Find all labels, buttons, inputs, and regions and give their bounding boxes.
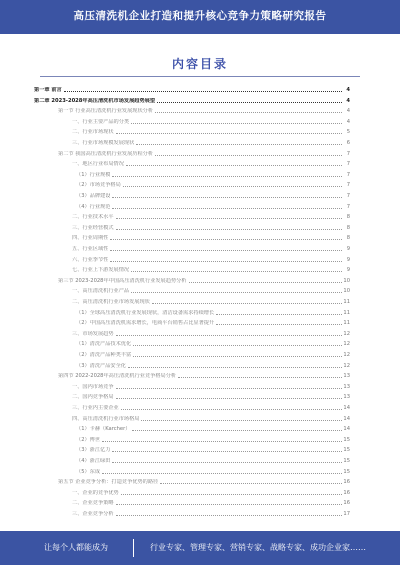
toc-entry-text: 一、高压清洗机行业产品 [72, 288, 130, 295]
toc-entry[interactable] [58, 370, 350, 380]
toc-leader-dots [141, 420, 342, 421]
toc-leader-dots [155, 112, 342, 113]
toc-entry[interactable] [76, 338, 350, 348]
toc-page-number: 15 [343, 447, 350, 454]
toc-leader-dots [131, 292, 342, 293]
toc-entry-text: 二、行业技术水平 [72, 214, 114, 221]
toc-page-number: 7 [346, 182, 350, 189]
toc-leader-dots [131, 271, 342, 272]
toc-entry-text: （2）中国高压清洗机需求增长，电商平台销售占比显著提升 [76, 320, 215, 327]
toc-leader-dots [157, 102, 342, 103]
toc-leader-dots [110, 261, 342, 262]
toc-entry[interactable] [76, 169, 350, 179]
toc-entry-text: 六、行业季节性 [72, 256, 109, 263]
toc-page-number: 14 [343, 405, 350, 411]
toc-page-number: 16 [343, 479, 350, 486]
toc-entry-text: （3）浙江亿力 [76, 447, 111, 454]
toc-leader-dots [128, 367, 342, 368]
toc-entry-text: （3）品牌建设 [76, 193, 111, 199]
toc-page-number: 7 [346, 193, 350, 199]
toc-entry[interactable] [72, 232, 350, 242]
toc-entry-text: 第五节 企业竞争分析：打造竞争优势的路径 [58, 479, 159, 486]
toc-entry-text: 一、地区行业布局情况 [72, 161, 124, 168]
toc-entry-text: 一、国内市场竞争 [72, 383, 114, 390]
toc-leader-dots [116, 515, 342, 516]
toc-entry-text: 三、行业内主要企业 [72, 405, 119, 411]
toc-page-number: 11 [343, 299, 350, 305]
toc-page-number: 12 [343, 362, 350, 369]
toc-page-number: 10 [343, 288, 350, 295]
toc-entry-text: 五、行业区域性 [72, 246, 109, 252]
toc-entry-text: 四、行业周期性 [72, 235, 109, 242]
toc-entry-text: 第三节 2023-2028年中国高压清洗机行业发展趋势分析 [58, 277, 187, 284]
toc-page-number: 8 [346, 214, 350, 221]
toc-entry[interactable] [72, 222, 350, 232]
header-banner [0, 0, 400, 34]
toc-entry[interactable] [58, 105, 350, 115]
toc-leader-dots [116, 218, 342, 219]
toc-entry-text: 七、行业上下游发展情况 [72, 267, 130, 274]
toc-entry[interactable] [76, 317, 350, 327]
toc-entry-text: （2）清洗产品种类丰富 [76, 352, 132, 358]
toc-leader-dots [133, 345, 342, 346]
toc-leader-dots [110, 250, 342, 251]
toc-entry[interactable] [72, 254, 350, 264]
toc-leader-dots [116, 133, 342, 134]
toc-entry[interactable] [34, 84, 350, 94]
toc-entry[interactable] [72, 381, 350, 391]
toc-entry-text: 二、高压清洗机行业市场发展现状 [72, 299, 150, 305]
toc-entry-text: （4）浙江绿田 [76, 458, 111, 464]
toc-page-number: 13 [343, 383, 350, 390]
toc-leader-dots [116, 229, 342, 230]
toc-leader-dots [123, 186, 342, 187]
toc-leader-dots [126, 165, 342, 166]
toc-leader-dots [112, 176, 342, 177]
toc-page-number: 16 [343, 500, 350, 507]
toc-leader-dots [216, 314, 342, 315]
toc-entry-text: （2）博世 [76, 436, 101, 443]
toc-entry-text: 三、行业市场规模发展现状 [72, 140, 135, 146]
toc-entry-text: （3）清洗产品安全化 [76, 362, 126, 369]
toc-entry[interactable] [76, 349, 350, 359]
toc-page-number: 15 [343, 436, 350, 443]
toc-entry[interactable] [72, 126, 350, 136]
toc-entry-text: 三、市场发展趋势 [72, 330, 114, 337]
toc-page-number: 12 [343, 330, 350, 337]
toc-page-number: 6 [346, 140, 350, 146]
toc-entry[interactable] [72, 508, 350, 518]
toc-entry[interactable] [72, 264, 350, 274]
toc-page-number: 4 [346, 118, 350, 125]
toc-entry[interactable] [72, 497, 350, 507]
toc-leader-dots [102, 473, 342, 474]
toc-page-number: 15 [343, 458, 350, 464]
toc-page-number: 16 [343, 489, 350, 496]
toc-entry[interactable] [58, 275, 350, 285]
toc-leader-dots [152, 303, 342, 304]
toc-page-number: 11 [343, 320, 350, 327]
toc-entry[interactable] [72, 137, 350, 147]
toc-entry-text: 第一章 前言 [34, 87, 62, 93]
toc-entry-text: 二、行业市场现状 [72, 129, 114, 136]
toc-leader-dots [112, 451, 342, 452]
toc-leader-dots [121, 494, 342, 495]
toc-page-number: 5 [346, 129, 350, 136]
toc-entry[interactable] [72, 243, 350, 253]
toc-entry-text: 三、行业经营模式 [72, 224, 114, 231]
toc-leader-dots [136, 144, 342, 145]
toc-leader-dots [116, 398, 342, 399]
toc-leader-dots [133, 356, 342, 357]
toc-entry[interactable] [76, 307, 350, 317]
toc-page-number: 11 [343, 309, 350, 316]
toc-page-number: 7 [346, 171, 350, 178]
toc-entry-text: （1）清洗产品技术优化 [76, 341, 132, 348]
toc-leader-dots [131, 123, 342, 124]
toc-entry[interactable] [76, 466, 350, 476]
toc-entry-text: 第一节 行业高压清洗机行业发展现状分析 [58, 108, 154, 115]
toc-page-number: 8 [346, 224, 350, 231]
toc-page-number: 8 [346, 235, 350, 242]
toc-entry[interactable] [72, 158, 350, 168]
toc-page-number: 12 [343, 341, 350, 348]
toc-leader-dots [112, 197, 342, 198]
toc-leader-dots [110, 239, 342, 240]
toc-page-number: 9 [346, 256, 350, 263]
toc-page-number: 15 [343, 468, 350, 475]
toc-entry[interactable] [72, 328, 350, 338]
toc-entry-text: （1）卡赫（Karcher） [76, 426, 131, 433]
toc-entry[interactable] [72, 487, 350, 497]
toc-leader-dots [116, 504, 342, 505]
toc-entry-text: （1）全球高压清洗机行业发展现状，清洁设备需求持续增长 [76, 309, 215, 316]
toc-entry[interactable] [58, 148, 350, 158]
toc-page-number: 4 [346, 87, 350, 93]
toc-entry[interactable] [76, 455, 350, 465]
toc-entry[interactable] [58, 476, 350, 486]
toc-entry[interactable] [72, 296, 350, 306]
footer-slogan-right: 行业专家、管理专家、营销专家、战略专家、成功企业家…… [150, 543, 366, 552]
toc-entry[interactable] [76, 190, 350, 200]
report-title: 高压清洗机企业打造和提升核心竞争力策略研究报告 [73, 10, 327, 22]
toc-leader-dots [64, 91, 342, 92]
toc-entry-text: （5）东成 [76, 468, 101, 475]
toc-leader-dots [155, 155, 342, 156]
toc-page-number: 12 [343, 352, 350, 358]
toc-entry-text: （1）行业规模 [76, 171, 111, 178]
toc-entry[interactable] [72, 116, 350, 126]
toc-entry[interactable] [76, 434, 350, 444]
toc-entry-text: 二、国内竞争格局 [72, 394, 114, 401]
toc-entry-text: 三、企业竞争分析 [72, 511, 114, 517]
toc-page-number: 13 [343, 373, 350, 380]
toc-page-number: 7 [346, 203, 350, 210]
toc-page-number: 9 [346, 267, 350, 274]
toc-page-number: 7 [346, 161, 350, 168]
toc-page-number: 4 [346, 97, 350, 104]
toc-leader-dots [132, 430, 342, 431]
toc-page-number: 14 [343, 426, 350, 433]
toc-leader-dots [116, 388, 342, 389]
toc-entry-text: 二、企业竞争策略 [72, 500, 114, 507]
toc-entry[interactable] [76, 360, 350, 370]
toc-page-number: 4 [346, 108, 350, 115]
footer-banner [0, 531, 400, 565]
toc-entry[interactable] [72, 413, 350, 423]
toc-entry[interactable] [72, 211, 350, 221]
toc-entry-text: 一、企业的竞争优势 [72, 489, 119, 496]
toc-page-number: 13 [343, 394, 350, 401]
toc-entry-text: 第二章 2023-2028年高压清洗机市场发展趋势展望 [34, 97, 156, 104]
toc-leader-dots [102, 441, 342, 442]
toc-page-number: 7 [346, 150, 350, 157]
toc-leader-dots [178, 377, 342, 378]
toc-entry-text: 一、行业主要产品的分类 [72, 118, 130, 125]
toc-entry[interactable] [76, 444, 350, 454]
footer-slogan-left: 让每个人都能成为 [44, 543, 108, 552]
footer-divider [133, 539, 134, 557]
toc-page-number: 10 [343, 277, 350, 284]
toc-entry[interactable] [76, 201, 350, 211]
toc-leader-dots [189, 282, 343, 283]
toc-entry[interactable] [34, 95, 350, 105]
toc-page-number: 17 [343, 511, 350, 517]
toc-entry-text: 四、高压清洗机行业市场格局 [72, 415, 140, 422]
toc-entry-text: （4）行业规范 [76, 203, 111, 210]
toc-entry-text: 第二节 我国高压清洗机行业发展历程分析 [58, 150, 154, 157]
toc-leader-dots [121, 409, 342, 410]
toc-leader-dots [160, 483, 342, 484]
toc-leader-dots [216, 324, 342, 325]
toc-entry-text: （2）市场竞争格局 [76, 182, 121, 189]
toc-entry[interactable] [72, 391, 350, 401]
toc-leader-dots [116, 335, 342, 336]
toc-entry[interactable] [72, 402, 350, 412]
toc-heading: 内容目录 [171, 57, 228, 71]
toc-page-number: 14 [343, 415, 350, 422]
toc-entry-text: 第四节 2022-2028年高压清洗机行业竞争格局分析 [58, 373, 177, 380]
toc-entry[interactable] [72, 285, 350, 295]
toc-leader-dots [112, 462, 342, 463]
toc-entry[interactable] [76, 179, 350, 189]
toc-entry[interactable] [76, 423, 350, 433]
toc-leader-dots [112, 208, 342, 209]
toc-divider [40, 76, 360, 77]
toc-page-number: 9 [346, 246, 350, 252]
